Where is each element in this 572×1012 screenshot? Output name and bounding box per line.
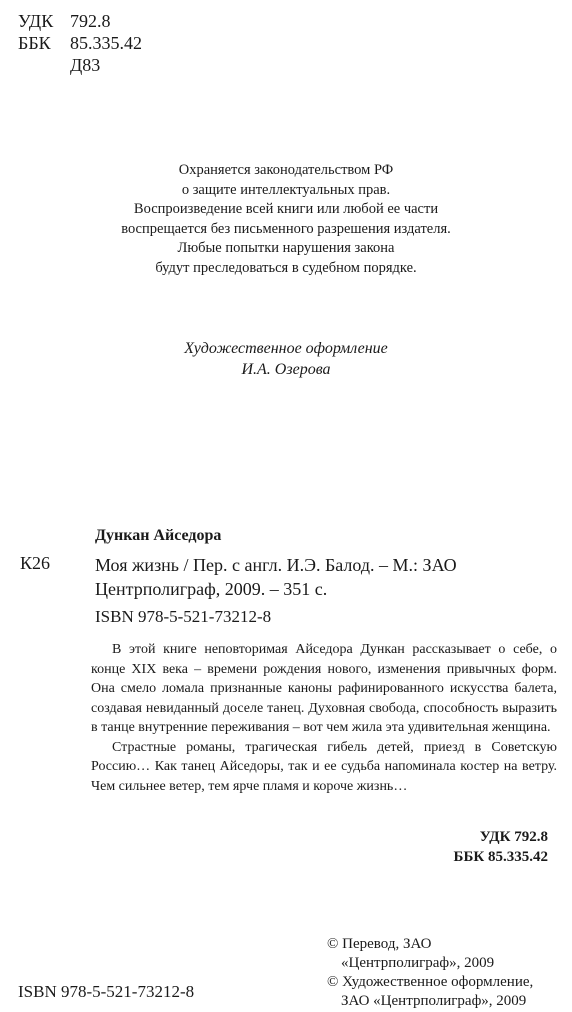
bottom-udk: УДК 792.8 <box>479 829 548 845</box>
bib-line: Центрполиграф, 2009. – 351 с. <box>95 579 328 599</box>
annotation-paragraph: Страстные романы, трагическая гибель детей, приезд в Советскую Россию… Как танец Айседоры, так и ее судьба напоминала костер на ветру. Чем сильнее ветер, тем ярче пламя и короче жизнь… <box>91 739 557 794</box>
annotation <box>91 640 557 796</box>
classification-codes <box>18 10 142 76</box>
design-label: Художественное оформление <box>184 340 388 357</box>
catalog-isbn: ISBN 978-5-521-73212-8 <box>95 607 272 626</box>
author-mark-row <box>18 54 142 76</box>
copyright-block <box>327 935 533 1011</box>
bbk-row <box>18 32 142 54</box>
catalog-author: Дункан Айседора <box>95 527 222 544</box>
copyright-line: © Художественное оформление, <box>327 974 534 990</box>
bib-line: Моя жизнь / Пер. с англ. И.Э. Балод. – М.: ЗАО <box>95 555 457 575</box>
bottom-bbk: ББК 85.335.42 <box>453 849 548 865</box>
notice-line: будут преследоваться в судебном порядке. <box>155 259 417 276</box>
notice-line: Охраняется законодательством РФ <box>178 162 394 178</box>
author-mark: Д83 <box>70 55 101 75</box>
copyright-line: © Перевод, ЗАО <box>327 936 432 952</box>
bibliographic-description <box>95 553 565 601</box>
designer-name: И.А. Озерова <box>241 361 331 378</box>
footer-isbn: ISBN 978-5-521-73212-8 <box>18 982 195 1001</box>
notice-line: воспрещается без письменного разрешения издателя. <box>121 220 451 237</box>
design-credit <box>0 338 572 380</box>
udk-label: УДК <box>18 11 54 31</box>
notice-line: о защите интеллектуальных прав. <box>181 181 391 198</box>
annotation-paragraph: В этой книге неповторимая Айседора Дункан рассказывает о себе, о конце XIX века – времени рождения нового, изменения привычных форм. Она смело ломала признанные каноны рафинированного искусства балета, создавая невиданный доселе танец. Духовная свобода, способность выразить в танце внутренние переживания – вот чем жила эта удивительная женщина. <box>91 642 557 735</box>
copyright-notice <box>0 161 572 278</box>
bottom-classification-codes <box>454 827 548 867</box>
bbk-label: ББК <box>18 33 51 53</box>
bbk-value: 85.335.42 <box>70 33 142 53</box>
udk-value: 792.8 <box>70 11 111 31</box>
udk-row <box>18 10 142 32</box>
catalog-classification: К26 <box>20 553 51 573</box>
notice-line: Воспроизведение всей книги или любой ее части <box>133 201 439 217</box>
notice-line: Любые попытки нарушения закона <box>177 240 395 256</box>
copyright-line: «Центрполиграф», 2009 <box>341 955 495 971</box>
copyright-line: ЗАО «Центрполиграф», 2009 <box>341 993 527 1009</box>
